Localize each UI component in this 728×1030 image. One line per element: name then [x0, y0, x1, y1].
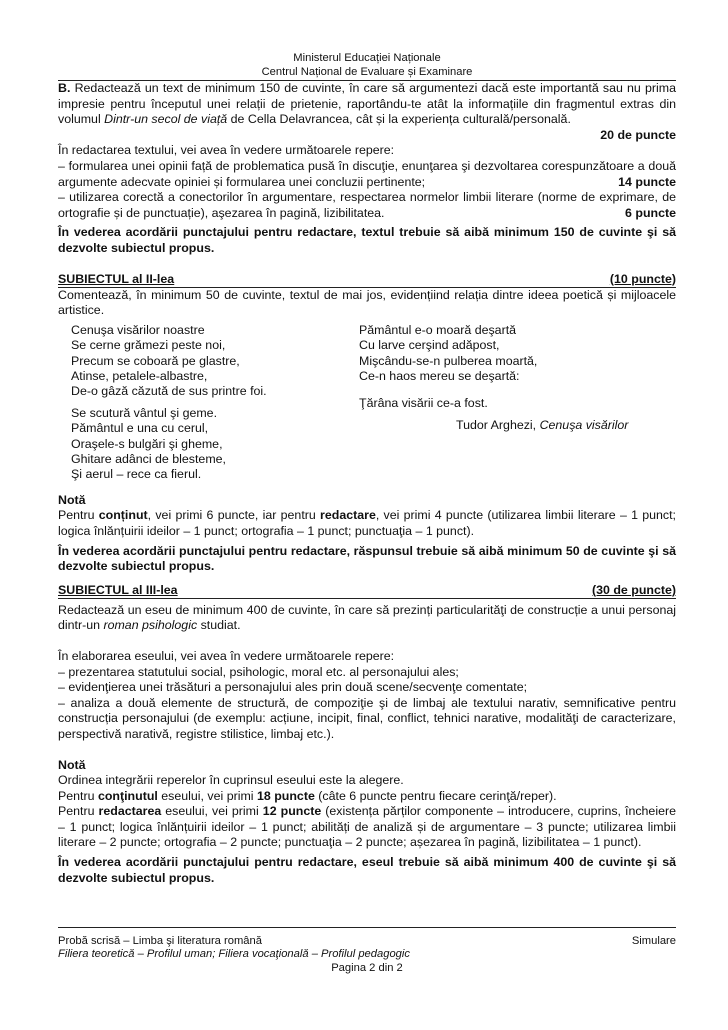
- subject-3-item: – analiza a două elemente de structură, de compoziţie şi de limbaj ale textului narativ, semnificative pentru construcția personajului (de exemplu: acțiune, incipit, final, conflict, tehnici narative, modalităţi de caracterizare, perspectivă narativă, registre stilistice, limbaj etc.).: [58, 695, 676, 741]
- instruction-text: studiat.: [197, 618, 241, 633]
- criterion-1-points: 14 puncte: [618, 174, 676, 189]
- poem-line: Pământul e-o moară deşartă: [359, 322, 517, 337]
- part-b-instruction: [58, 81, 676, 128]
- subject-3-instruction: [58, 603, 676, 634]
- note-text: eseului, vei primi: [157, 788, 257, 803]
- poem-stanza-2: [71, 406, 359, 483]
- subject-3-note-content: [58, 789, 676, 805]
- note-bold: redactarea: [98, 804, 162, 819]
- poem-line: Atinse, petalele-albastre,: [71, 368, 208, 383]
- footer-row: [58, 935, 676, 948]
- subject-3-note-title: Notă: [58, 757, 86, 772]
- book-title: Dintr-un secol de viață: [104, 112, 228, 127]
- poem-line: Oraşele-s bulgări şi gheme,: [71, 436, 223, 451]
- poem-line: Se cerne grămezi peste noi,: [71, 338, 226, 353]
- poem-line: Cu larve cerşind adăpost,: [359, 338, 500, 353]
- poem-stanza-1: [71, 323, 359, 400]
- poem-line: Ce-n haos mereu se deşartă:: [359, 368, 520, 383]
- poem: [71, 323, 676, 489]
- document-header: [58, 52, 676, 79]
- part-b-points: 20 de puncte: [600, 127, 676, 142]
- note-text: (existența părților componente – introducere, cuprins, încheiere – 1 punct; logica înlănțuirii ideilor – 1 punct; abilități de analiză și de argumentare – 3 puncte; utilizarea limbii literare – 2 puncte; ortografia – 2 puncte; punctuaţia – 2 puncte; așezarea în pagină, lizibilitatea – 1 punct).: [58, 804, 676, 850]
- poem-line: Pământul e una cu cerul,: [71, 421, 209, 436]
- exam-page: [58, 52, 676, 886]
- document-footer: [58, 927, 676, 975]
- part-b-text: Redactează un text de minimum 150 de cuvinte, în care să argumentezi dacă este importantă sau nu prima impresie pentru începutul unei relații de prietenie, raportându-te atât la informațiile din fragmentul extras din volumul: [58, 81, 676, 127]
- note-bold: conţinutul: [97, 788, 158, 803]
- subject-2-title: SUBIECTUL al II-lea: [58, 271, 175, 286]
- subject-3-requirement: În vederea acordării punctajului pentru redactare, eseul trebuie să aibă minimum 400 de cuvinte şi să dezvolte subiectul propus.: [58, 855, 676, 885]
- subject-2-requirement: În vederea acordării punctajului pentru redactare, răspunsul trebuie să aibă minimum 50 de cuvinte şi să dezvolte subiectul propus.: [58, 543, 676, 574]
- poem-stanza-3: [359, 323, 659, 385]
- footer-simulation: Simulare: [631, 935, 676, 947]
- subject-3-note-writing: [58, 804, 676, 851]
- note-text: eseului, vei primi: [161, 804, 263, 819]
- part-b-text-end: de Cella Delavrancea, cât și la experiența culturală/personală.: [227, 112, 571, 127]
- note-bold: 12 puncte: [262, 804, 322, 819]
- footer-exam: Probă scrisă – Limba şi literatura română: [58, 935, 262, 947]
- part-b-label: B.: [58, 81, 71, 95]
- poem-line: Ţărâna visării ce-a fost.: [359, 396, 488, 411]
- poem-column-left: [71, 323, 359, 489]
- criterion-2-text: – utilizarea corectă a conectorilor în argumentare, respectarea normelor limbii literare (norme de exprimare, de ortografie și de punctuație), aşezarea în pagină, lizibilitatea.: [58, 190, 676, 220]
- center-name: Centrul Național de Evaluare și Examinare: [261, 65, 473, 78]
- note-text: , vei primi 4 puncte (utilizarea limbii literare – 1 punct; logica înlănțuirii ideilor – 1 punct; ortografia – 1 punct; punctuaţia – 1 punct).: [58, 508, 677, 538]
- poem-line: Şi aerul – rece ca fierul.: [71, 467, 202, 482]
- poem-line: Mişcându-se-n pulberea moartă,: [359, 353, 538, 368]
- instruction-italic: roman psihologic: [103, 618, 198, 633]
- poem-author: Tudor Arghezi,: [456, 417, 540, 432]
- poem-work-title: Cenuşa visărilor: [539, 417, 629, 432]
- subject-3-item: – prezentarea statutului social, psihologic, moral etc. al personajului ales;: [58, 664, 459, 679]
- poem-line: Ghitare adânci de blesteme,: [71, 451, 226, 466]
- subject-2-instruction: Comentează, în minimum 50 de cuvinte, textul de mai jos, evidențiind relația dintre ideea poetică și mijloacele artistice.: [58, 287, 676, 318]
- ministry-name: Ministerul Educației Naționale: [293, 52, 441, 64]
- page-number: Pagina 2 din 2: [331, 961, 403, 974]
- note-text: Pentru: [58, 508, 99, 523]
- subject-2-note: [58, 508, 676, 539]
- footer-profile: Filiera teoretică – Profilul uman; Filiera vocaţională – Profilul pedagogic: [58, 948, 410, 961]
- poem-line: Cenuşa visărilor noastre: [71, 322, 205, 337]
- subject-3-note-order: Ordinea integrării reperelor în cuprinsul eseului este la alegere.: [58, 773, 404, 788]
- note-bold: conținut: [98, 508, 148, 523]
- subject-2-note-title: Notă: [58, 492, 86, 507]
- subject-3-item: – evidenţierea unei trăsături a personajului ales prin două scene/secvenţe comentate;: [58, 680, 528, 695]
- note-bold: redactare: [320, 508, 376, 523]
- poem-line: De-o gâză căzută de sus printre foi.: [71, 384, 267, 399]
- subject-3-points: (30 de puncte): [592, 582, 676, 597]
- note-bold: 18 puncte: [257, 788, 315, 803]
- note-text: , vei primi 6 puncte, iar pentru: [147, 508, 321, 523]
- poem-attribution: [359, 418, 659, 433]
- poem-stanza-4: [359, 396, 659, 411]
- subject-2-heading: [58, 272, 676, 288]
- poem-column-right: [359, 323, 659, 489]
- footer-divider: [58, 927, 676, 928]
- subject-3-intro: În elaborarea eseului, vei avea în vedere următoarele repere:: [58, 648, 395, 663]
- subject-3-title: SUBIECTUL al III-lea: [58, 582, 178, 597]
- part-b-requirement: În vederea acordării punctajului pentru redactare, textul trebuie să aibă minimum 150 de cuvinte şi să dezvolte subiectul propus.: [58, 225, 676, 255]
- subject-2-points: (10 puncte): [609, 271, 676, 286]
- criterion-2: [58, 190, 676, 221]
- note-text: Pentru: [58, 788, 98, 803]
- note-text: (câte 6 puncte pentru fiecare cerinţă/reper).: [314, 788, 557, 803]
- criterion-2-points: 6 puncte: [625, 205, 676, 220]
- instruction-text: Redactează un eseu de minimum 400 de cuvinte, în care să prezinți particularităţi de construcție a unui personaj dintr-un: [58, 602, 676, 633]
- subject-3-heading: [58, 583, 676, 599]
- note-text: Pentru: [58, 804, 99, 819]
- criterion-1: [58, 159, 676, 190]
- poem-line: Se scutură vântul şi geme.: [71, 405, 218, 420]
- poem-line: Precum se coboară pe glastre,: [71, 353, 240, 368]
- part-b-criteria-intro: În redactarea textului, vei avea în vedere următoarele repere:: [58, 143, 395, 158]
- criterion-1-text: – formularea unei opinii față de problematica pusă în discuţie, enunţarea şi dezvoltarea corespunzătoare a două argumente adecvate opiniei și formularea unei concluzii pertinente;: [58, 158, 676, 189]
